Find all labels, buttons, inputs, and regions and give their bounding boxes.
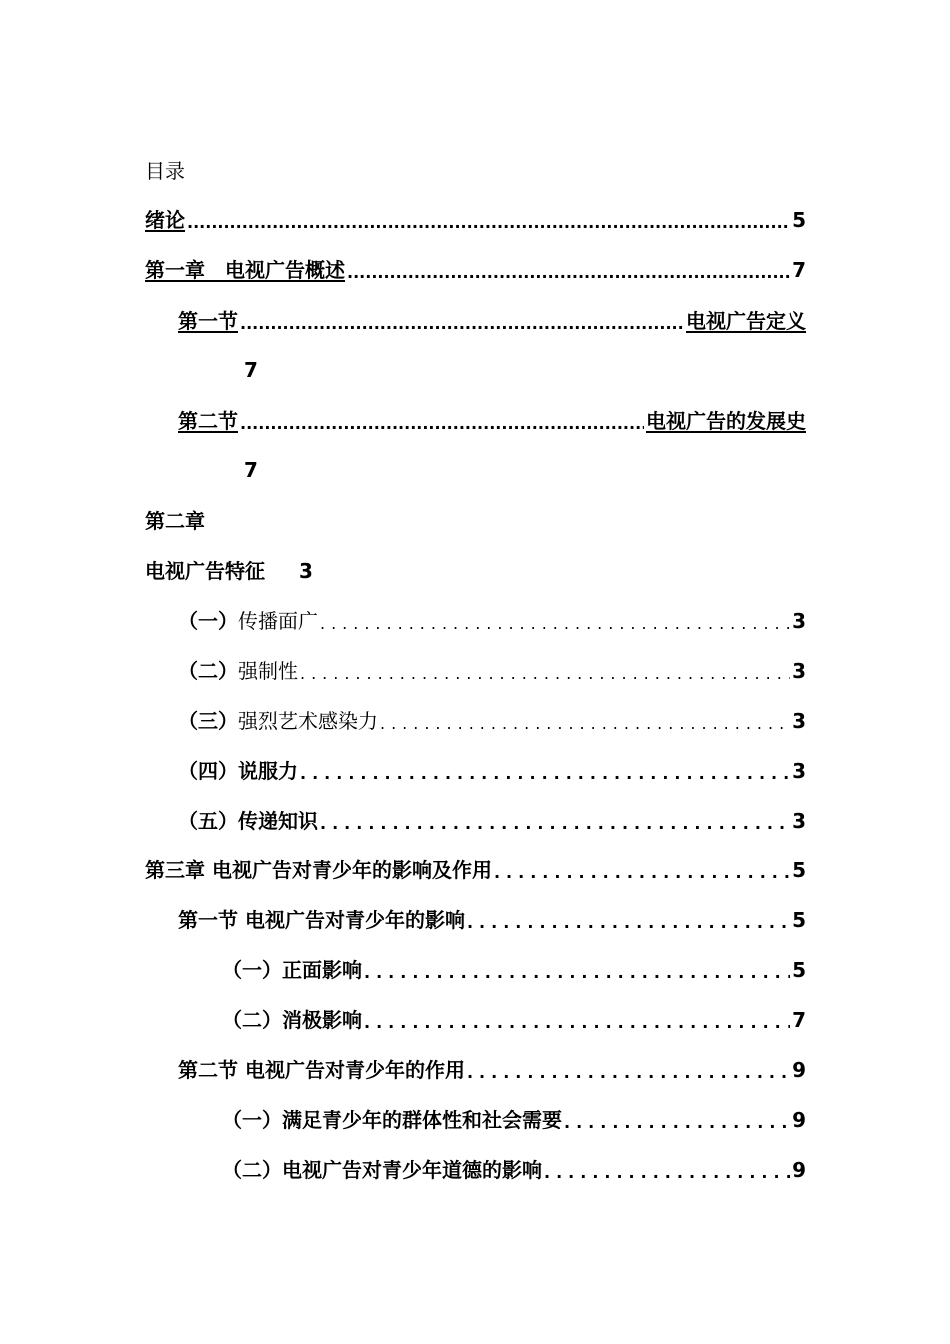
toc-entry-label: 绪论 xyxy=(145,208,185,232)
toc-entry-page: 5 xyxy=(792,858,806,882)
toc-entry-title: 强烈艺术感染力 xyxy=(238,709,378,733)
dot-leader xyxy=(564,1112,790,1134)
toc-entry-title: 电视广告定义 xyxy=(686,309,806,333)
toc-entry-chapter-2[interactable]: 第二章 xyxy=(145,509,205,533)
toc-entry-label: （二）消极影响 xyxy=(222,1008,362,1032)
toc-entry-ch2-item-2[interactable] xyxy=(178,657,806,685)
toc-entry-page: 9 xyxy=(792,1158,806,1182)
toc-entry-page: 5 xyxy=(792,208,806,232)
toc-entry-page: 7 xyxy=(244,458,258,482)
toc-entry-page: 3 xyxy=(299,559,313,583)
toc-entry-page: 9 xyxy=(792,1058,806,1082)
toc-entry-page: 3 xyxy=(792,609,806,633)
dot-leader xyxy=(300,763,790,785)
dot-leader xyxy=(300,663,790,685)
toc-entry-ch3-section-1[interactable] xyxy=(178,906,806,934)
toc-entry-page: 3 xyxy=(792,809,806,833)
toc-entry-label: 电视广告特征 xyxy=(145,559,265,583)
toc-entry-page: 3 xyxy=(792,759,806,783)
toc-entry-ch3-s2-item-2[interactable] xyxy=(222,1156,806,1184)
toc-entry-ch1-section-2[interactable] xyxy=(178,407,806,435)
toc-entry-page: 5 xyxy=(792,908,806,932)
toc-entry-ch2-item-4[interactable] xyxy=(178,757,806,785)
toc-entry-label: （一）满足青少年的群体性和社会需要 xyxy=(222,1108,562,1132)
dot-leader xyxy=(240,313,684,335)
toc-entry-label: 第二节 xyxy=(178,409,238,433)
toc-entry-ch3-s1-item-2[interactable] xyxy=(222,1006,806,1034)
toc-entry-label: 第二节 电视广告对青少年的作用 xyxy=(178,1058,465,1082)
toc-entry-chapter-3[interactable] xyxy=(145,856,806,884)
toc-entry-label: 第一节 电视广告对青少年的影响 xyxy=(178,908,465,932)
toc-entry-ch3-s1-item-1[interactable] xyxy=(222,956,806,984)
toc-entry-label: （四） xyxy=(178,759,238,783)
toc-entry-ch3-section-2[interactable] xyxy=(178,1056,806,1084)
toc-entry-ch2-item-3[interactable] xyxy=(178,707,806,735)
toc-entry-label: （三） xyxy=(178,709,238,733)
dot-leader xyxy=(187,212,790,234)
dot-leader xyxy=(467,912,790,934)
toc-entry-label: （二） xyxy=(178,659,238,683)
toc-entry-chapter-2-title[interactable] xyxy=(145,557,313,585)
dot-leader xyxy=(320,613,790,635)
toc-entry-ch2-item-1[interactable] xyxy=(178,607,806,635)
toc-entry-page: 7 xyxy=(244,358,258,382)
toc-entry-intro[interactable] xyxy=(145,206,806,234)
toc-entry-ch2-item-5[interactable] xyxy=(178,807,806,835)
toc-entry-page: 3 xyxy=(792,659,806,683)
toc-entry-page: 3 xyxy=(792,709,806,733)
dot-leader xyxy=(364,1012,790,1034)
toc-entry-title: 传递知识 xyxy=(238,809,318,833)
dot-leader xyxy=(364,962,790,984)
toc-entry-label: （一） xyxy=(178,609,238,633)
dot-leader xyxy=(380,713,790,735)
dot-leader xyxy=(467,1062,790,1084)
toc-entry-title: 强制性 xyxy=(238,659,298,683)
dot-leader xyxy=(544,1162,790,1184)
toc-entry-chapter-1[interactable] xyxy=(145,256,806,284)
toc-entry-page: 7 xyxy=(792,1008,806,1032)
toc-entry-title: 电视广告的发展史 xyxy=(646,409,806,433)
dot-leader xyxy=(494,862,790,884)
toc-entry-ch3-s2-item-1[interactable] xyxy=(222,1106,806,1134)
toc-entry-label: 第一章 电视广告概述 xyxy=(145,258,345,282)
toc-entry-label: （五） xyxy=(178,809,238,833)
toc-entry-label: 第三章 电视广告对青少年的影响及作用 xyxy=(145,858,492,882)
toc-entry-label: （一）正面影响 xyxy=(222,958,362,982)
toc-entry-label: 第一节 xyxy=(178,309,238,333)
toc-entry-ch1-section-1[interactable] xyxy=(178,307,806,335)
toc-entry-label: （二）电视广告对青少年道德的影响 xyxy=(222,1158,542,1182)
toc-entry-page: 7 xyxy=(792,258,806,282)
toc-entry-title: 传播面广 xyxy=(238,609,318,633)
dot-leader xyxy=(320,813,790,835)
toc-title: 目录 xyxy=(145,159,185,183)
toc-entry-page: 9 xyxy=(792,1108,806,1132)
dot-leader xyxy=(240,413,644,435)
dot-leader xyxy=(347,262,790,284)
toc-entry-page: 5 xyxy=(792,958,806,982)
toc-entry-title: 说服力 xyxy=(238,759,298,783)
